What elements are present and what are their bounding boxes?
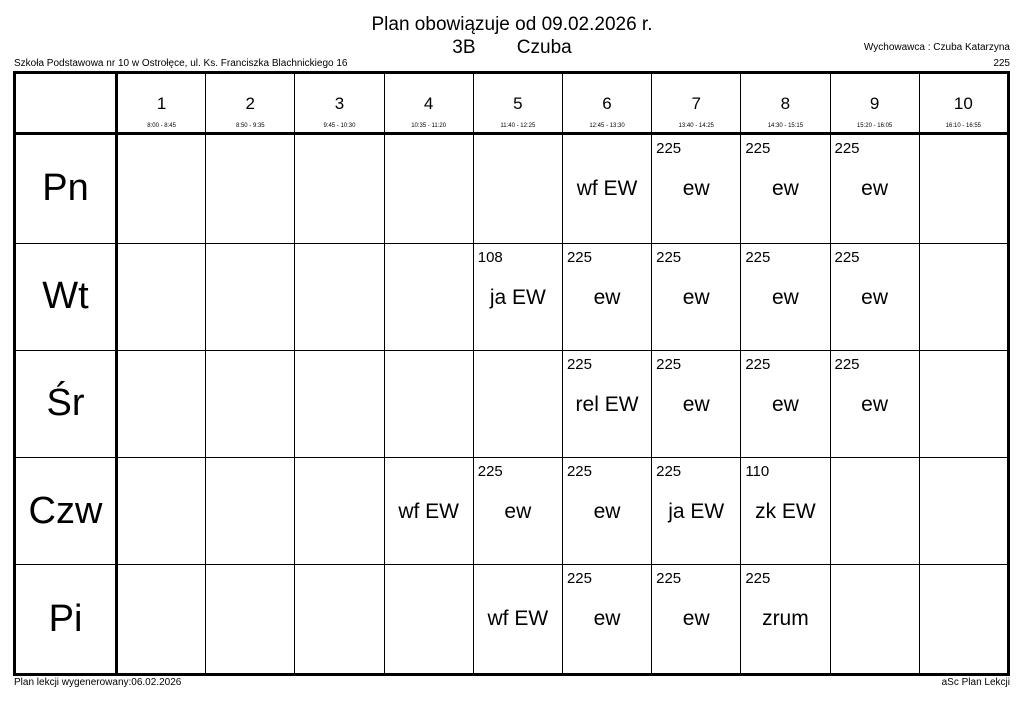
- lesson-cell: [206, 458, 295, 565]
- lesson-cell: [473, 565, 562, 675]
- lesson-room: 225: [745, 140, 771, 157]
- period-time: 12:45 - 13:30: [589, 123, 625, 129]
- lesson-cell: [473, 134, 562, 244]
- period-header: [206, 73, 295, 134]
- lesson-cell: [473, 350, 562, 457]
- lesson-subject: ew: [682, 177, 710, 200]
- lesson-subject: ew: [682, 607, 710, 631]
- lesson-room: 225: [477, 463, 503, 481]
- lesson-cell: [919, 565, 1008, 675]
- lesson-cell: [384, 458, 473, 565]
- period-number: 2: [245, 94, 256, 113]
- lesson-room: 108: [477, 248, 503, 266]
- lesson-subject: ew: [771, 177, 799, 200]
- day-label: Czw: [15, 458, 117, 565]
- lesson-subject: wf EW: [398, 500, 459, 524]
- lesson-room: 110: [745, 463, 770, 481]
- lesson-cell: [562, 243, 651, 350]
- lesson-subject: ew: [771, 392, 799, 416]
- period-number: 4: [423, 94, 434, 113]
- lesson-cell: [473, 458, 562, 565]
- lesson-cell: [919, 458, 1008, 565]
- lesson-cell: [117, 243, 206, 350]
- day-row: [15, 565, 1009, 675]
- period-number: 9: [869, 94, 880, 113]
- period-header-row: [15, 73, 1009, 134]
- period-time: 9:45 - 10:30: [323, 123, 356, 129]
- lesson-cell: [384, 243, 473, 350]
- lesson-cell: [384, 134, 473, 244]
- lesson-cell: [117, 350, 206, 457]
- lesson-subject: ew: [771, 285, 799, 309]
- period-time: 10:35 - 11:20: [411, 123, 447, 129]
- lesson-subject: zk EW: [755, 500, 816, 524]
- lesson-room: 225: [834, 140, 860, 157]
- lesson-cell: [652, 243, 741, 350]
- lesson-room: 225: [656, 248, 682, 266]
- school-address: Szkoła Podstawowa nr 10 w Ostrołęce, ul. Ks. Franciszka Blachnickiego 16: [14, 58, 348, 69]
- lesson-cell: [206, 350, 295, 457]
- period-number: 8: [780, 94, 791, 113]
- lesson-cell: [206, 134, 295, 244]
- day-row: [15, 350, 1009, 457]
- lesson-cell: [117, 134, 206, 244]
- period-header: [830, 73, 919, 134]
- lesson-cell: [295, 565, 384, 675]
- lesson-subject: zrum: [762, 607, 809, 631]
- lesson-cell: [295, 350, 384, 457]
- lesson-subject: ew: [682, 285, 710, 309]
- period-header: [652, 73, 741, 134]
- lesson-cell: [652, 565, 741, 675]
- lesson-cell: [830, 458, 919, 565]
- period-header: [741, 73, 830, 134]
- lesson-room: 225: [745, 570, 771, 588]
- lesson-subject: ew: [861, 285, 889, 309]
- lesson-cell: [117, 458, 206, 565]
- lesson-cell: [206, 565, 295, 675]
- lesson-subject: wf EW: [487, 607, 549, 631]
- lesson-cell: [117, 565, 206, 675]
- period-number: 10: [953, 94, 973, 113]
- homeroom-teacher: Wychowawca : Czuba Katarzyna: [863, 42, 1010, 53]
- generated-date: Plan lekcji wygenerowany:06.02.2026: [14, 677, 182, 688]
- lesson-cell: [473, 243, 562, 350]
- lesson-cell: [652, 458, 741, 565]
- lesson-subject: wf EW: [576, 177, 638, 200]
- lesson-subject: ew: [861, 392, 889, 416]
- lesson-subject: ew: [593, 500, 621, 524]
- lesson-subject: ew: [682, 392, 710, 416]
- class-name: 3B: [452, 37, 476, 58]
- day-label: Pn: [15, 134, 117, 244]
- class-teacher-short: Czuba: [516, 37, 572, 58]
- lesson-room: 225: [656, 463, 682, 481]
- lesson-cell: [562, 350, 651, 457]
- period-time: 15:20 - 16:05: [856, 123, 893, 129]
- lesson-cell: [830, 134, 919, 244]
- day-label: Wt: [15, 243, 117, 350]
- period-time: 16:10 - 16:55: [945, 123, 982, 129]
- period-time: 8:50 - 9:35: [235, 123, 265, 129]
- lesson-cell: [562, 458, 651, 565]
- lesson-subject: ja EW: [489, 285, 546, 309]
- lesson-room: 225: [566, 248, 592, 266]
- lesson-room: 225: [566, 463, 592, 481]
- day-row: [15, 134, 1009, 244]
- page-title: Plan obowiązuje od 09.02.2026 r.: [371, 14, 653, 35]
- lesson-room: 225: [566, 355, 592, 373]
- period-time: 11:40 - 12:25: [500, 123, 536, 129]
- lesson-subject: ew: [593, 285, 621, 309]
- day-row: [15, 458, 1009, 565]
- day-row: [15, 243, 1009, 350]
- day-label: Pi: [15, 565, 117, 675]
- period-number: 1: [156, 94, 167, 113]
- lesson-cell: [384, 350, 473, 457]
- lesson-cell: [830, 565, 919, 675]
- lesson-cell: [919, 243, 1008, 350]
- lesson-subject: rel EW: [575, 392, 639, 416]
- period-time: 8:00 - 8:45: [147, 123, 176, 129]
- period-number: 6: [602, 94, 612, 113]
- period-header: [384, 73, 473, 134]
- lesson-cell: [741, 243, 830, 350]
- lesson-cell: [295, 134, 384, 244]
- lesson-subject: ew: [593, 607, 621, 631]
- lesson-cell: [206, 243, 295, 350]
- lesson-cell: [830, 243, 919, 350]
- lesson-cell: [295, 243, 384, 350]
- lesson-cell: [652, 350, 741, 457]
- lesson-room: 225: [745, 248, 771, 266]
- period-time: 14:30 - 15:15: [767, 123, 804, 129]
- lesson-cell: [830, 350, 919, 457]
- homeroom-room: 225: [993, 58, 1010, 69]
- lesson-cell: [919, 134, 1008, 244]
- period-header: [919, 73, 1008, 134]
- software-credit: aSc Plan Lekcji: [941, 677, 1010, 688]
- lesson-cell: [741, 134, 830, 244]
- lesson-cell: [384, 565, 473, 675]
- lesson-room: 225: [656, 570, 682, 588]
- lesson-room: 225: [656, 140, 682, 157]
- lesson-cell: [295, 458, 384, 565]
- period-number: 3: [334, 94, 345, 113]
- lesson-room: 225: [656, 355, 682, 373]
- lesson-cell: [652, 134, 741, 244]
- period-number: 7: [691, 94, 701, 113]
- lesson-subject: ew: [504, 500, 532, 524]
- period-header: [562, 73, 651, 134]
- lesson-cell: [741, 350, 830, 457]
- lesson-cell: [562, 134, 651, 244]
- lesson-room: 225: [834, 248, 860, 266]
- timetable-grid: [13, 71, 1010, 676]
- lesson-subject: ja EW: [668, 500, 725, 524]
- lesson-cell: [741, 458, 830, 565]
- lesson-room: 225: [745, 355, 771, 373]
- lesson-cell: [562, 565, 651, 675]
- lesson-room: 225: [566, 570, 592, 588]
- lesson-cell: [741, 565, 830, 675]
- lesson-room: 225: [834, 355, 860, 373]
- period-header: [473, 73, 562, 134]
- period-header: [117, 73, 206, 134]
- period-time: 13:40 - 14:25: [678, 123, 714, 129]
- period-number: 5: [513, 94, 523, 113]
- period-header: [295, 73, 384, 134]
- day-label: Śr: [15, 350, 117, 457]
- lesson-subject: ew: [861, 177, 889, 200]
- corner-cell: [15, 73, 117, 134]
- lesson-cell: [919, 350, 1008, 457]
